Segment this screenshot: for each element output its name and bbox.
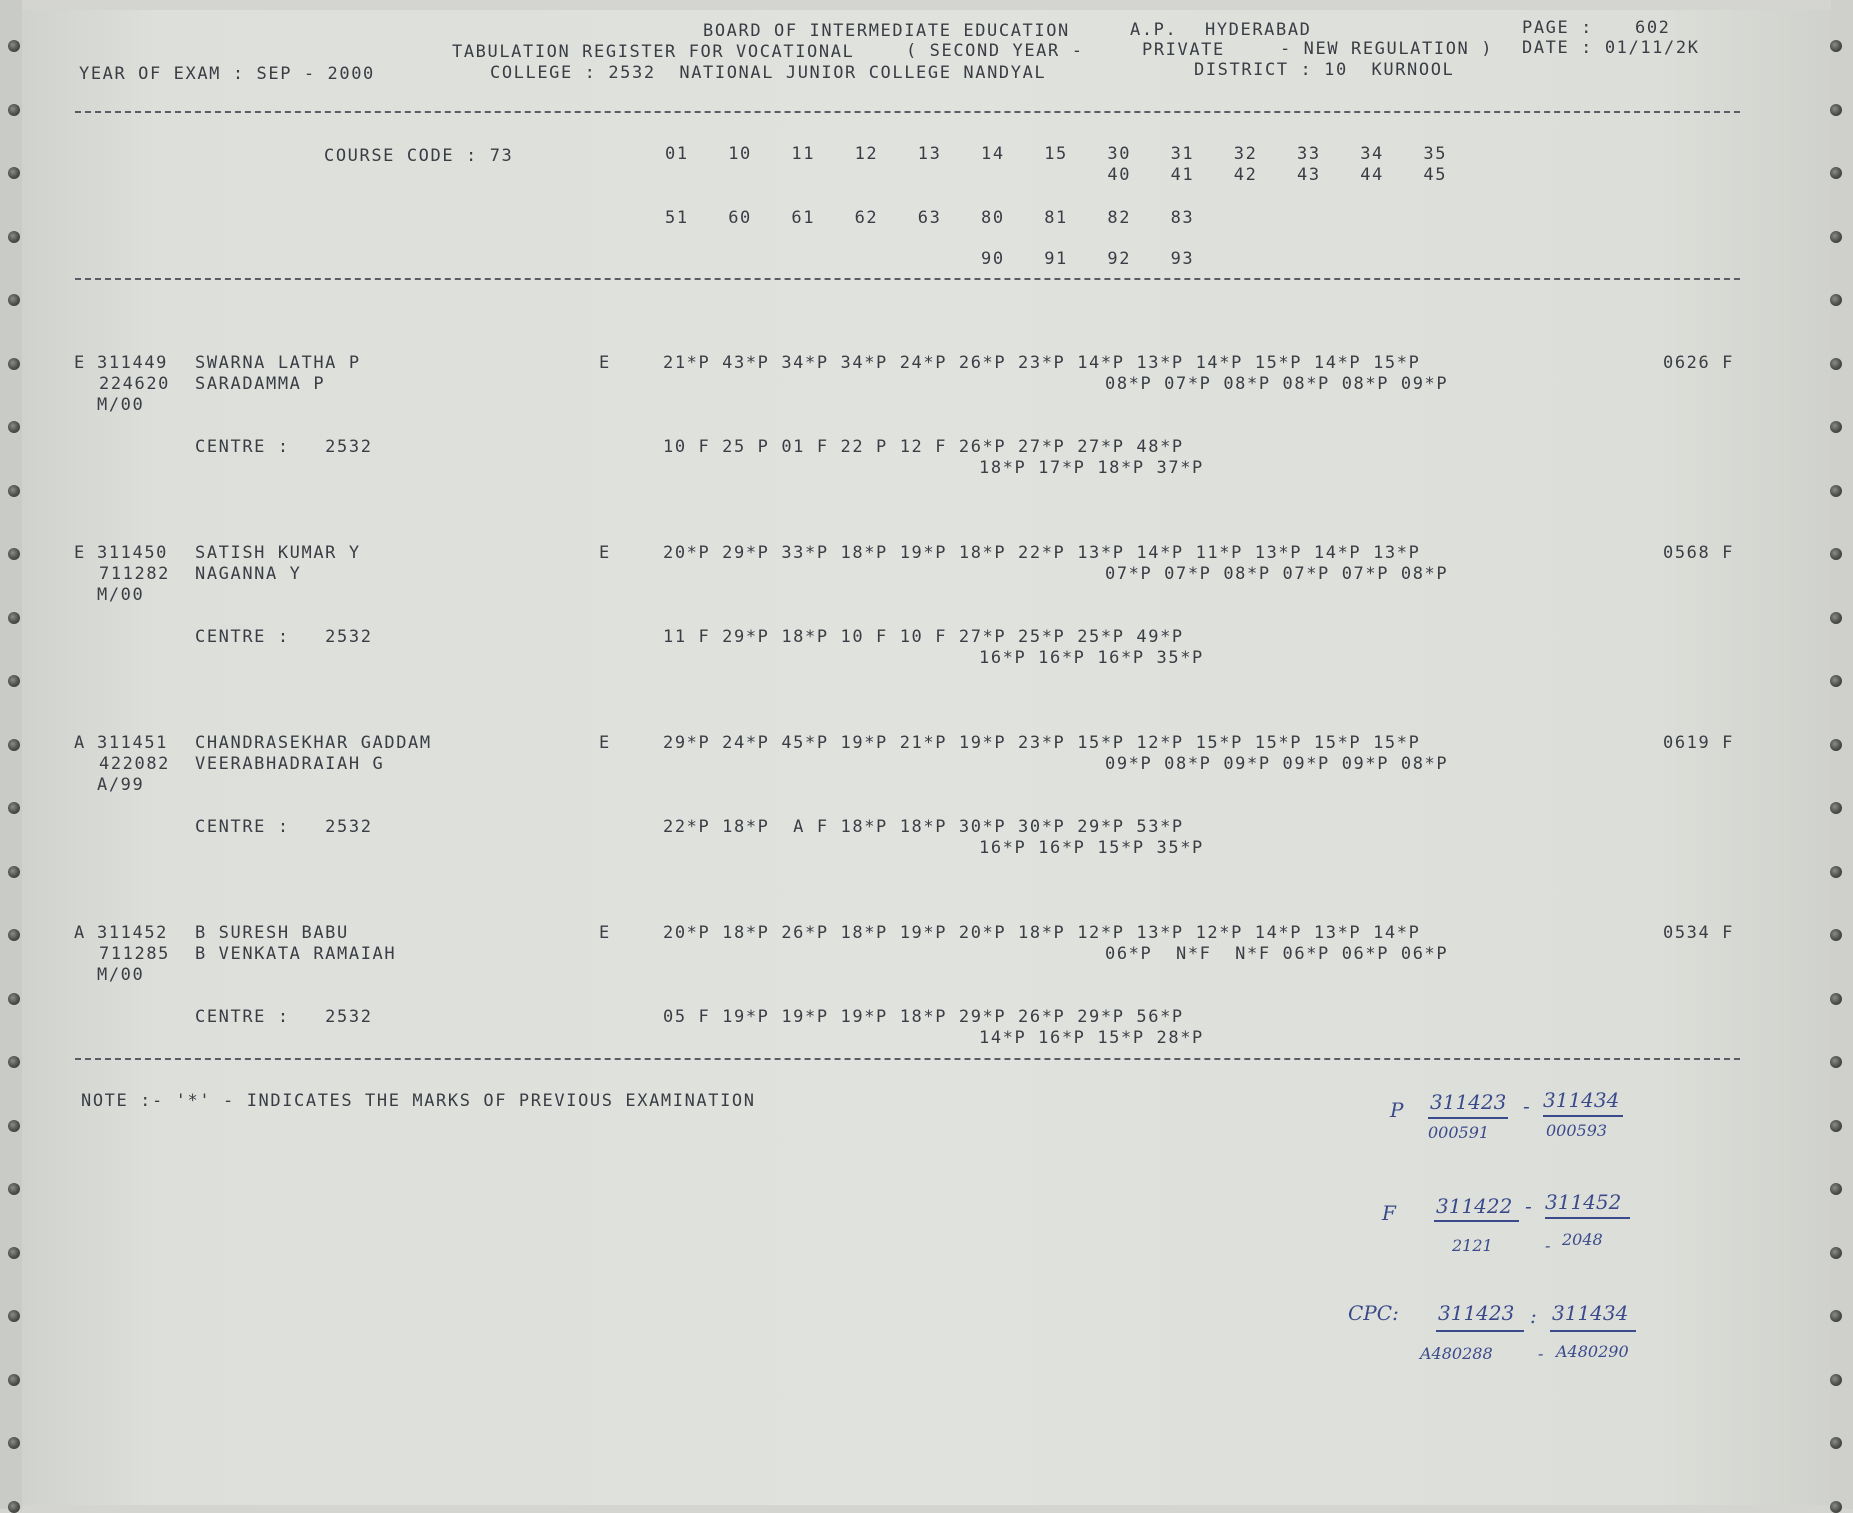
course-subject-code: 63 <box>917 208 942 228</box>
result-status: A <box>74 923 86 943</box>
course-subject-code: 11 <box>791 144 816 164</box>
right-feed-hole <box>1830 421 1842 433</box>
course-subject-code: 62 <box>854 208 879 228</box>
course-subject-code: 43 <box>1297 165 1321 185</box>
roll-number: 311452 <box>97 923 169 943</box>
student-name: B SURESH BABU <box>195 923 349 943</box>
course-subject-code: 40 <box>1107 165 1132 185</box>
hw-underline <box>1428 1117 1508 1119</box>
left-feed-hole <box>8 1501 20 1513</box>
secondary-code: 224620 <box>99 374 171 394</box>
regulation: - NEW REGULATION ) <box>1280 39 1494 59</box>
right-feed-hole <box>1830 739 1842 751</box>
parent-name: VEERABHADRAIAH G <box>195 754 385 774</box>
course-subject-code: 61 <box>791 208 816 228</box>
right-feed-hole <box>1830 802 1842 814</box>
right-feed-hole <box>1830 1310 1842 1322</box>
report-date: DATE : 01/11/2K <box>1522 38 1700 58</box>
separator-line <box>75 1058 1740 1060</box>
hw-colon: : <box>1530 1304 1537 1328</box>
course-subject-code: 51 <box>665 208 689 228</box>
right-feed-hole <box>1830 1374 1842 1386</box>
roll-number: 311450 <box>97 543 169 563</box>
left-feed-hole <box>8 802 20 814</box>
hw-underline <box>1545 1217 1630 1219</box>
course-subject-code: 31 <box>1170 144 1195 164</box>
result-status: E <box>74 353 86 373</box>
hw-cpc-label: CPC: <box>1348 1301 1399 1325</box>
left-feed-hole <box>8 1437 20 1449</box>
result-status: A <box>74 733 86 753</box>
hw-underline <box>1543 1115 1623 1117</box>
course-subject-code: 81 <box>1044 208 1068 228</box>
hw-p-from: 311423 <box>1430 1090 1507 1114</box>
secondary-code: 711282 <box>99 564 171 584</box>
right-feed-hole <box>1830 866 1842 878</box>
left-feed-hole <box>8 1310 20 1322</box>
centre-label: CENTRE : 2532 <box>195 817 373 837</box>
right-tractor-strip <box>1831 0 1853 1509</box>
hw-underline <box>1550 1330 1636 1332</box>
page-label: PAGE : <box>1522 18 1594 38</box>
marks-line: 09*P 08*P 09*P 09*P 09*P 08*P <box>1105 754 1449 774</box>
marks-line: 06*P N*F N*F 06*P 06*P 06*P <box>1105 944 1449 964</box>
left-feed-hole <box>8 993 20 1005</box>
course-subject-code: 12 <box>854 144 879 164</box>
hw-p-from-sub: 000591 <box>1428 1123 1490 1142</box>
course-subject-code: 13 <box>917 144 942 164</box>
medium: E <box>599 353 611 373</box>
page-number: 602 <box>1635 18 1671 38</box>
total-marks: 0568 F <box>1663 543 1735 563</box>
marks-line: 16*P 16*P 16*P 35*P <box>979 648 1204 668</box>
right-feed-hole <box>1830 167 1842 179</box>
left-feed-hole <box>8 231 20 243</box>
right-feed-hole <box>1830 993 1842 1005</box>
hw-cpc-to-sub: A480290 <box>1556 1342 1629 1361</box>
secondary-code: 711285 <box>99 944 171 964</box>
centre-label: CENTRE : 2532 <box>195 437 373 457</box>
left-feed-hole <box>8 104 20 116</box>
hw-dash: - <box>1545 1236 1551 1255</box>
hw-f-to-sub: 2048 <box>1562 1230 1603 1249</box>
course-subject-code: 41 <box>1170 165 1195 185</box>
centre-label: CENTRE : 2532 <box>195 627 373 647</box>
course-subject-code: 60 <box>728 208 752 228</box>
right-feed-hole <box>1830 1183 1842 1195</box>
centre-label: CENTRE : 2532 <box>195 1007 373 1027</box>
hw-f-label: F <box>1382 1201 1396 1225</box>
left-feed-hole <box>8 866 20 878</box>
hw-cpc-to: 311434 <box>1552 1301 1629 1325</box>
left-feed-hole <box>8 548 20 560</box>
course-subject-code: 30 <box>1107 144 1132 164</box>
course-subject-code: 35 <box>1423 144 1448 164</box>
marks-line: 21*P 43*P 34*P 34*P 24*P 26*P 23*P 14*P 13*P 14*P 15*P 14*P 15*P <box>663 353 1421 373</box>
left-feed-hole <box>8 1374 20 1386</box>
marks-line: 14*P 16*P 15*P 28*P <box>979 1028 1204 1048</box>
marks-line: 29*P 24*P 45*P 19*P 21*P 19*P 23*P 15*P 12*P 15*P 15*P 15*P 15*P <box>663 733 1421 753</box>
right-feed-hole <box>1830 1437 1842 1449</box>
left-tractor-strip <box>0 0 22 1509</box>
course-subject-code: 82 <box>1107 208 1132 228</box>
hw-f-from-sub: 2121 <box>1452 1236 1493 1255</box>
course-subject-code: 44 <box>1360 165 1384 185</box>
left-feed-hole <box>8 421 20 433</box>
left-feed-hole <box>8 358 20 370</box>
hw-f-from: 311422 <box>1436 1194 1513 1218</box>
marks-line: 16*P 16*P 15*P 35*P <box>979 838 1204 858</box>
course-subject-code: 91 <box>1044 249 1068 269</box>
hw-p-label: P <box>1390 1098 1404 1122</box>
roll-number: 311449 <box>97 353 169 373</box>
marks-line: 10 F 25 P 01 F 22 P 12 F 26*P 27*P 27*P 48*P <box>663 437 1184 457</box>
right-feed-hole <box>1830 1056 1842 1068</box>
left-feed-hole <box>8 485 20 497</box>
course-subject-code: 10 <box>728 144 752 164</box>
hw-p-to-sub: 000593 <box>1546 1121 1608 1140</box>
course-subject-code: 33 <box>1297 144 1321 164</box>
gender-year: M/00 <box>97 395 145 415</box>
marks-line: 20*P 29*P 33*P 18*P 19*P 18*P 22*P 13*P 14*P 11*P 13*P 14*P 13*P <box>663 543 1421 563</box>
left-feed-hole <box>8 294 20 306</box>
marks-line: 05 F 19*P 19*P 19*P 18*P 29*P 26*P 29*P 56*P <box>663 1007 1184 1027</box>
course-subject-code: 93 <box>1170 249 1195 269</box>
medium: E <box>599 543 611 563</box>
district-info: DISTRICT : 10 KURNOOL <box>1194 60 1455 80</box>
hw-underline <box>1434 1220 1519 1222</box>
right-feed-hole <box>1830 675 1842 687</box>
right-feed-hole <box>1830 612 1842 624</box>
course-subject-code: 32 <box>1233 144 1258 164</box>
course-code-label: COURSE CODE : 73 <box>324 146 514 166</box>
course-subject-code: 83 <box>1170 208 1195 228</box>
hw-p-to: 311434 <box>1543 1088 1620 1112</box>
secondary-code: 422082 <box>99 754 171 774</box>
student-name: SWARNA LATHA P <box>195 353 361 373</box>
right-feed-hole <box>1830 231 1842 243</box>
marks-line: 22*P 18*P A F 18*P 18*P 30*P 30*P 29*P 53*P <box>663 817 1184 837</box>
total-marks: 0626 F <box>1663 353 1735 373</box>
hw-dash: - <box>1538 1344 1544 1363</box>
course-subject-code: 42 <box>1233 165 1258 185</box>
city-name: HYDERABAD <box>1205 20 1312 40</box>
left-feed-hole <box>8 612 20 624</box>
right-feed-hole <box>1830 1120 1842 1132</box>
hw-f-to: 311452 <box>1545 1190 1622 1214</box>
result-status: E <box>74 543 86 563</box>
right-feed-hole <box>1830 929 1842 941</box>
parent-name: NAGANNA Y <box>195 564 302 584</box>
gender-year: M/00 <box>97 965 145 985</box>
category: PRIVATE <box>1142 40 1225 60</box>
course-subject-code: 92 <box>1107 249 1132 269</box>
left-feed-hole <box>8 40 20 52</box>
footnote: NOTE :- '*' - INDICATES THE MARKS OF PREVIOUS EXAMINATION <box>81 1091 756 1111</box>
year-paren: ( SECOND YEAR - <box>906 41 1084 61</box>
separator-line <box>75 111 1740 113</box>
right-feed-hole <box>1830 1247 1842 1259</box>
register-title: TABULATION REGISTER FOR VOCATIONAL <box>452 42 855 62</box>
parent-name: B VENKATA RAMAIAH <box>195 944 397 964</box>
student-name: CHANDRASEKHAR GADDAM <box>195 733 432 753</box>
right-feed-hole <box>1830 485 1842 497</box>
medium: E <box>599 923 611 943</box>
student-name: SATISH KUMAR Y <box>195 543 361 563</box>
marks-line: 11 F 29*P 18*P 10 F 10 F 27*P 25*P 25*P 49*P <box>663 627 1184 647</box>
right-feed-hole <box>1830 294 1842 306</box>
course-subject-code: 90 <box>981 249 1005 269</box>
course-subject-code: 34 <box>1360 144 1384 164</box>
hw-cpc-from-sub: A480288 <box>1420 1344 1493 1363</box>
left-feed-hole <box>8 929 20 941</box>
year-of-exam: YEAR OF EXAM : SEP - 2000 <box>79 64 375 84</box>
left-feed-hole <box>8 1120 20 1132</box>
course-subject-code: 15 <box>1044 144 1068 164</box>
gender-year: M/00 <box>97 585 145 605</box>
left-feed-hole <box>8 739 20 751</box>
right-feed-hole <box>1830 40 1842 52</box>
left-feed-hole <box>8 1183 20 1195</box>
left-feed-hole <box>8 167 20 179</box>
course-subject-code: 01 <box>665 144 689 164</box>
course-subject-code: 14 <box>981 144 1005 164</box>
hw-cpc-from: 311423 <box>1438 1301 1515 1325</box>
course-subject-code: 80 <box>981 208 1005 228</box>
left-feed-hole <box>8 675 20 687</box>
board-title: BOARD OF INTERMEDIATE EDUCATION <box>703 21 1070 41</box>
college-info: COLLEGE : 2532 NATIONAL JUNIOR COLLEGE NANDYAL <box>490 63 1047 83</box>
total-marks: 0534 F <box>1663 923 1735 943</box>
medium: E <box>599 733 611 753</box>
total-marks: 0619 F <box>1663 733 1735 753</box>
state-name: A.P. <box>1130 20 1178 40</box>
left-feed-hole <box>8 1247 20 1259</box>
marks-line: 18*P 17*P 18*P 37*P <box>979 458 1204 478</box>
right-feed-hole <box>1830 548 1842 560</box>
left-feed-hole <box>8 1056 20 1068</box>
parent-name: SARADAMMA P <box>195 374 326 394</box>
marks-line: 07*P 07*P 08*P 07*P 07*P 08*P <box>1105 564 1449 584</box>
course-subject-code: 45 <box>1423 165 1448 185</box>
roll-number: 311451 <box>97 733 169 753</box>
hw-dash: - <box>1523 1094 1530 1118</box>
hw-dash: - <box>1525 1194 1532 1218</box>
gender-year: A/99 <box>97 775 145 795</box>
marks-line: 08*P 07*P 08*P 08*P 08*P 09*P <box>1105 374 1449 394</box>
right-feed-hole <box>1830 1501 1842 1513</box>
right-feed-hole <box>1830 104 1842 116</box>
marks-line: 20*P 18*P 26*P 18*P 19*P 20*P 18*P 12*P 13*P 12*P 14*P 13*P 14*P <box>663 923 1421 943</box>
hw-underline <box>1436 1330 1524 1332</box>
right-feed-hole <box>1830 358 1842 370</box>
separator-line <box>75 278 1740 280</box>
